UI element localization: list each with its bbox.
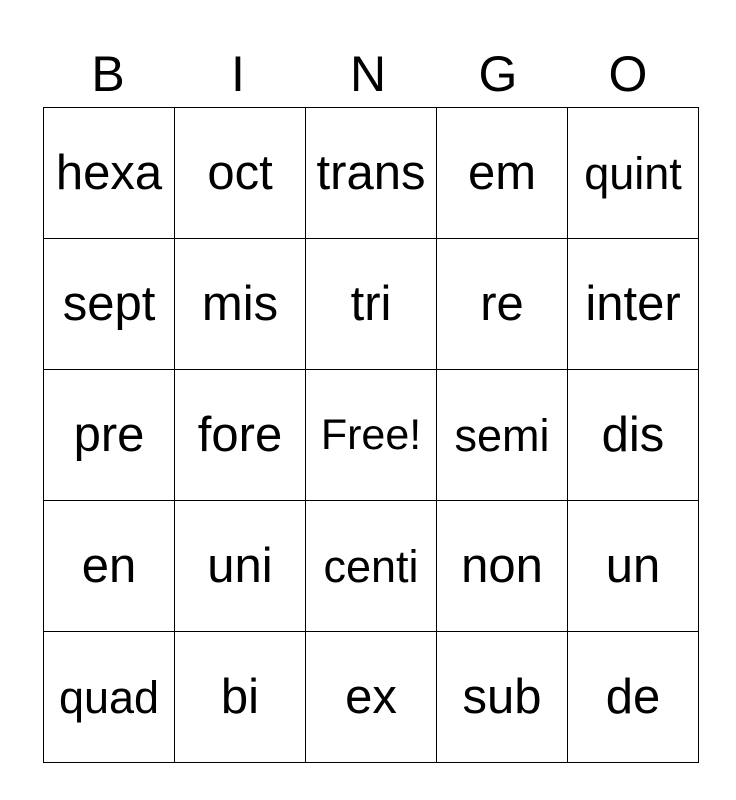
bingo-cell[interactable]: en: [44, 501, 175, 632]
bingo-cell[interactable]: bi: [175, 632, 306, 763]
bingo-cell[interactable]: mis: [175, 239, 306, 370]
bingo-cell[interactable]: uni: [175, 501, 306, 632]
board-row: [44, 108, 699, 239]
bingo-cell[interactable]: tri: [306, 239, 437, 370]
bingo-cell[interactable]: hexa: [44, 108, 175, 239]
board-row: [44, 239, 699, 370]
bingo-board: [43, 107, 699, 763]
free-space-cell[interactable]: Free!: [306, 370, 437, 501]
board-row: [44, 632, 699, 763]
bingo-cell[interactable]: centi: [306, 501, 437, 632]
bingo-cell[interactable]: quint: [568, 108, 699, 239]
bingo-cell[interactable]: de: [568, 632, 699, 763]
board-row: [44, 370, 699, 501]
bingo-cell[interactable]: fore: [175, 370, 306, 501]
header-letter-b: B: [91, 46, 125, 102]
bingo-cell[interactable]: un: [568, 501, 699, 632]
header-letter-g: G: [478, 46, 518, 102]
bingo-cell[interactable]: em: [437, 108, 568, 239]
board-row: [44, 501, 699, 632]
bingo-cell[interactable]: inter: [568, 239, 699, 370]
bingo-cell[interactable]: pre: [44, 370, 175, 501]
bingo-cell[interactable]: oct: [175, 108, 306, 239]
bingo-cell[interactable]: trans: [306, 108, 437, 239]
bingo-cell[interactable]: sept: [44, 239, 175, 370]
bingo-cell[interactable]: non: [437, 501, 568, 632]
bingo-cell[interactable]: ex: [306, 632, 437, 763]
header-letter-n: N: [349, 46, 387, 102]
header-letter-o: O: [608, 46, 648, 102]
bingo-cell[interactable]: dis: [568, 370, 699, 501]
header-letter-i: I: [231, 46, 245, 102]
bingo-cell[interactable]: quad: [44, 632, 175, 763]
bingo-cell[interactable]: sub: [437, 632, 568, 763]
bingo-header: [43, 42, 693, 106]
bingo-cell[interactable]: re: [437, 239, 568, 370]
bingo-cell[interactable]: semi: [437, 370, 568, 501]
